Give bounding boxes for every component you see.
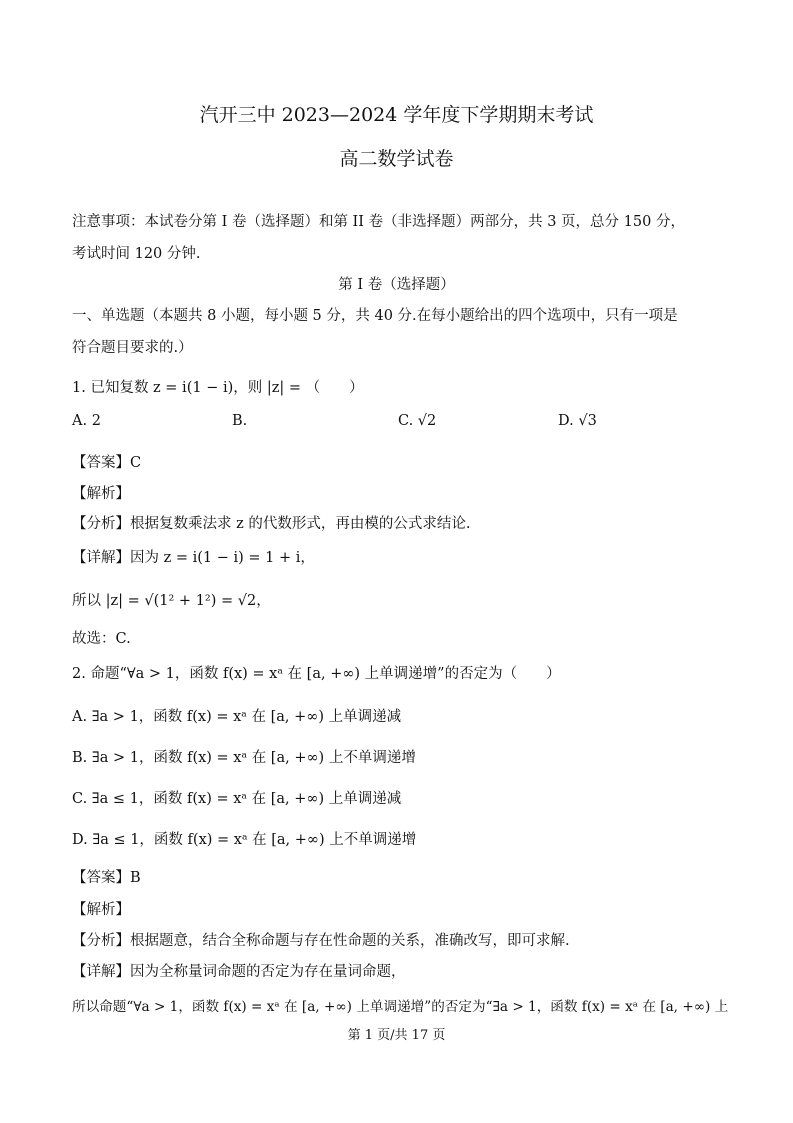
q2-analysis-label: 【解析】: [72, 902, 130, 918]
q2-stem: 2. 命题“∀a > 1，函数 f(x) = xᵃ 在 [a, +∞) 上单调递增”的否定为（ ）: [72, 666, 561, 682]
q2-answer: 【答案】B: [72, 870, 141, 886]
q1-analysis-label: 【解析】: [72, 486, 130, 502]
notice-line-2: 考试时间 120 分钟.: [72, 246, 201, 262]
q1-answer: 【答案】C: [72, 455, 142, 471]
q2-detail-1: 【详解】因为全称量词命题的否定为存在量词命题，: [72, 964, 406, 980]
part1-heading-line-1: 一、单选题（本题共 8 小题，每小题 5 分，共 40 分.在每小题给出的四个选项中，只有一项是: [72, 308, 678, 324]
q1-option-a: A. 2: [72, 413, 101, 429]
q2-option-d: D. ∃a ≤ 1，函数 f(x) = xᵃ 在 [a, +∞) 上不单调递增: [72, 832, 417, 848]
q1-choice: 故选：C.: [72, 631, 131, 647]
q2-option-c: C. ∃a ≤ 1，函数 f(x) = xᵃ 在 [a, +∞) 上单调递减: [72, 791, 402, 807]
q2-fenxi: 【分析】根据题意，结合全称命题与存在性命题的关系，准确改写，即可求解.: [72, 933, 570, 949]
page-footer: 第 1 页/共 17 页: [347, 1028, 446, 1043]
section-title: 第 I 卷（选择题）: [338, 277, 455, 293]
q2-option-b: B. ∃a > 1，函数 f(x) = xᵃ 在 [a, +∞) 上不单调递增: [72, 750, 416, 766]
exam-title: 汽开三中 2023—2024 学年度下学期期末考试: [199, 104, 594, 126]
q1-option-b: B.: [232, 413, 248, 429]
part1-heading-line-2: 符合题目要求的.）: [72, 340, 193, 356]
q1-fenxi: 【分析】根据复数乘法求 z 的代数形式，再由模的公式求结论.: [72, 516, 471, 532]
notice-line-1: 注意事项：本试卷分第 I 卷（选择题）和第 II 卷（非选择题）两部分，共 3 页，总分 150 分，: [72, 214, 685, 230]
q1-stem: 1. 已知复数 z = i(1 − i)，则 |z| = （ ）: [72, 380, 364, 396]
exam-subtitle: 高二数学试卷: [339, 148, 454, 170]
q2-option-a: A. ∃a > 1，函数 f(x) = xᵃ 在 [a, +∞) 上单调递减: [72, 709, 402, 725]
q1-detail-2: 所以 |z| = √(1² + 1²) = √2，: [72, 593, 271, 609]
q1-option-d: D. √3: [558, 413, 597, 429]
q2-detail-2: 所以命题“∀a > 1，函数 f(x) = xᵃ 在 [a, +∞) 上单调递增”的否定为“∃a > 1，函数 f(x) = xᵃ 在 [a, +∞) 上: [72, 999, 729, 1015]
q1-detail-1: 【详解】因为 z = i(1 − i) = 1 + i，: [72, 550, 315, 566]
q1-option-c: C. √2: [398, 413, 437, 429]
